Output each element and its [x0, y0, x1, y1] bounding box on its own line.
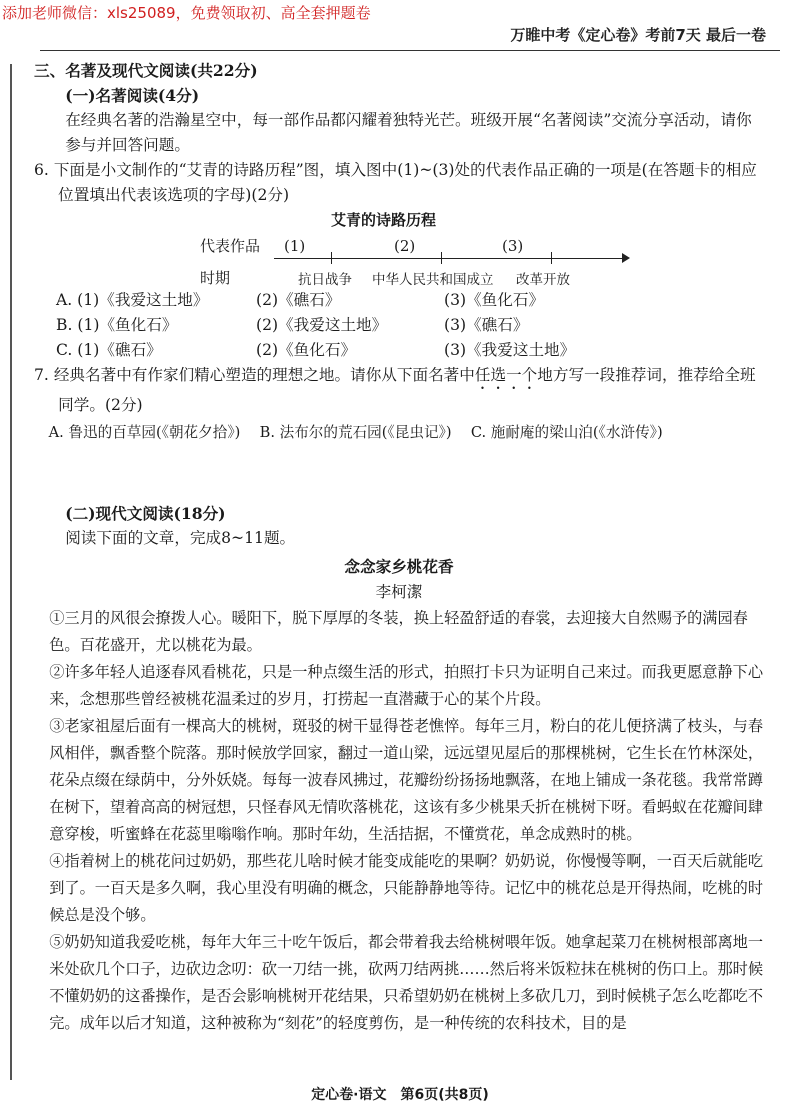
period-row-label: 时期	[200, 269, 231, 287]
page-footer: 定心卷·语文 第6页(共8页)	[311, 1087, 489, 1103]
q7-stem-end: 地方写一段推荐词，推荐给全班同学。(2分)	[58, 366, 756, 414]
watermark-text: 添加老师微信：xls25089，免费领取初、高全套押题卷	[2, 4, 371, 22]
period-2: 中华人民共和国成立	[372, 272, 494, 288]
blank-2	[394, 234, 471, 259]
blank-2-label: (2)	[394, 237, 416, 255]
tick-3	[551, 252, 552, 264]
part2-title: (二)现代文阅读(18分)	[65, 504, 226, 523]
article-paragraph: ③老家祖屋后面有一棵高大的桃树，斑驳的树干显得苍老憔悴。每年三月，粉白的花儿便挤满了枝头，与春风相伴，飘香整个院落。那时候放学回家，翻过一道山梁，远远望见屋后的那棵桃树，它生长在竹林深处，花朵点缀在绿荫中，分外妖娆。每每一波春风拂过，花瓣纷纷扬扬地飘落，在地上铺成一条花毯。我常常蹲在树下，望着高高的树冠想，只怪春风无情吹落桃花，这该有多少桃果夭折在桃树下呀。看蚂蚁在花瓣间肆意穿梭，听蜜蜂在花蕊里嗡嗡作响。那时年幼，生活拮据，不懂赏花，单念成熟时的桃。	[49, 717, 763, 843]
tick-1	[331, 252, 332, 264]
article-paragraph: ①三月的风很会撩拨人心。暖阳下，脱下厚厚的冬装，换上轻盈舒适的春裳，去迎接大自然赐予的满园春色。百花盛开，尤以桃花为最。	[49, 609, 748, 654]
part2-instruction: 阅读下面的文章，完成8~11题。	[65, 529, 296, 547]
timeline-axis	[274, 258, 628, 259]
q7-options	[34, 420, 764, 445]
q6-option-c-1: C. (1)《礁石》	[56, 341, 162, 359]
timeline-arrow-icon	[622, 253, 630, 263]
header-divider	[40, 50, 780, 51]
article-title: 念念家乡桃花香	[344, 558, 454, 576]
q6-option-c-3: (3)《我爱这土地》	[444, 341, 576, 359]
page-content	[34, 58, 764, 1037]
article-author: 李柯潔	[375, 583, 423, 601]
exam-header: 万睢中考《定心卷》考前7天 最后一卷	[510, 26, 766, 44]
part1-title: (一)名著阅读(4分)	[65, 86, 200, 105]
period-1: 抗日战争	[298, 272, 352, 288]
tick-2	[441, 252, 442, 264]
article-body	[34, 605, 764, 1037]
poetry-timeline-diagram	[34, 208, 764, 288]
works-row-label: 代表作品	[200, 237, 261, 255]
q7-stem	[34, 363, 764, 418]
q6-option-b-1: B. (1)《鱼化石》	[56, 316, 178, 334]
period-3: 改革开放	[516, 272, 570, 288]
blank-3	[502, 234, 579, 259]
q6-option-a-1: A. (1)《我爱这土地》	[56, 291, 209, 309]
article-paragraph: ④指着树上的桃花问过奶奶，那些花儿啥时候才能变成能吃的果啊？奶奶说，你慢慢等啊，一百天后就能吃到了。一百天是多久啊，我心里没有明确的概念，只能静静地等待。记忆中的桃花总是开得热闹，吃桃的时候总是没个够。	[49, 852, 763, 924]
article-paragraph: ②许多年轻人追逐春风看桃花，只是一种点缀生活的形式，拍照打卡只为证明自己来过。而我更愿意静下心来，念想那些曾经被桃花温柔过的岁月，打捞起一直潜藏于心的某个片段。	[49, 663, 763, 708]
article-paragraph: ⑤奶奶知道我爱吃桃，每年大年三十吃午饭后，都会带着我去给桃树喂年饭。她拿起菜刀在桃树根部离地一米处砍几个口子，边砍边念叨：砍一刀结一挑，砍两刀结两挑……然后将米饭粒抹在桃树的伤口上。那时候不懂奶奶的这番操作，是否会影响桃树开花结果，只希望奶奶在桃树上多砍几刀，到时候桃子怎么吃都吃不完。成年以后才知道，这种被称为“刻花”的轻度剪伤，是一种传统的农科技术，目的是	[49, 933, 763, 1032]
q7-option-a: A. 鲁迅的百草园(《朝花夕拾》)	[48, 424, 241, 441]
blank-1-label: (1)	[284, 237, 306, 255]
diagram-title: 艾青的诗路历程	[331, 211, 437, 229]
part1-intro: 在经典名著的浩瀚星空中，每一部作品都闪耀着独特光芒。班级开展“名著阅读”交流分享活动，请你参与并回答问题。	[65, 111, 752, 154]
q7-option-c: C. 施耐庵的梁山泊(《水浒传》)	[470, 424, 663, 441]
q6-option-a-2: (2)《礁石》	[256, 291, 341, 309]
q6-option-b-2: (2)《我爱这土地》	[256, 316, 388, 334]
q7-stem-emphasis: 任选一个	[474, 366, 538, 384]
q7-stem-start: 7. 经典名著中有作家们精心塑造的理想之地。请你从下面名著中	[34, 366, 475, 384]
q7-option-b: B. 法布尔的荒石园(《昆虫记》)	[259, 424, 452, 441]
q6-option-a-3: (3)《鱼化石》	[444, 291, 545, 309]
blank-1	[284, 234, 361, 259]
q6-stem: 6. 下面是小文制作的“艾青的诗路历程”图，填入图中(1)~(3)处的代表作品正确的一项是(在答题卡的相应位置填出代表该选项的字母)(2分)	[34, 161, 757, 204]
blank-3-label: (3)	[502, 237, 524, 255]
q6-option-c-2: (2)《鱼化石》	[256, 341, 357, 359]
q6-options	[34, 288, 764, 363]
margin-line	[10, 64, 12, 1080]
q6-option-b-3: (3)《礁石》	[444, 316, 529, 334]
section-title: 三、名著及现代文阅读(共22分)	[34, 61, 258, 80]
